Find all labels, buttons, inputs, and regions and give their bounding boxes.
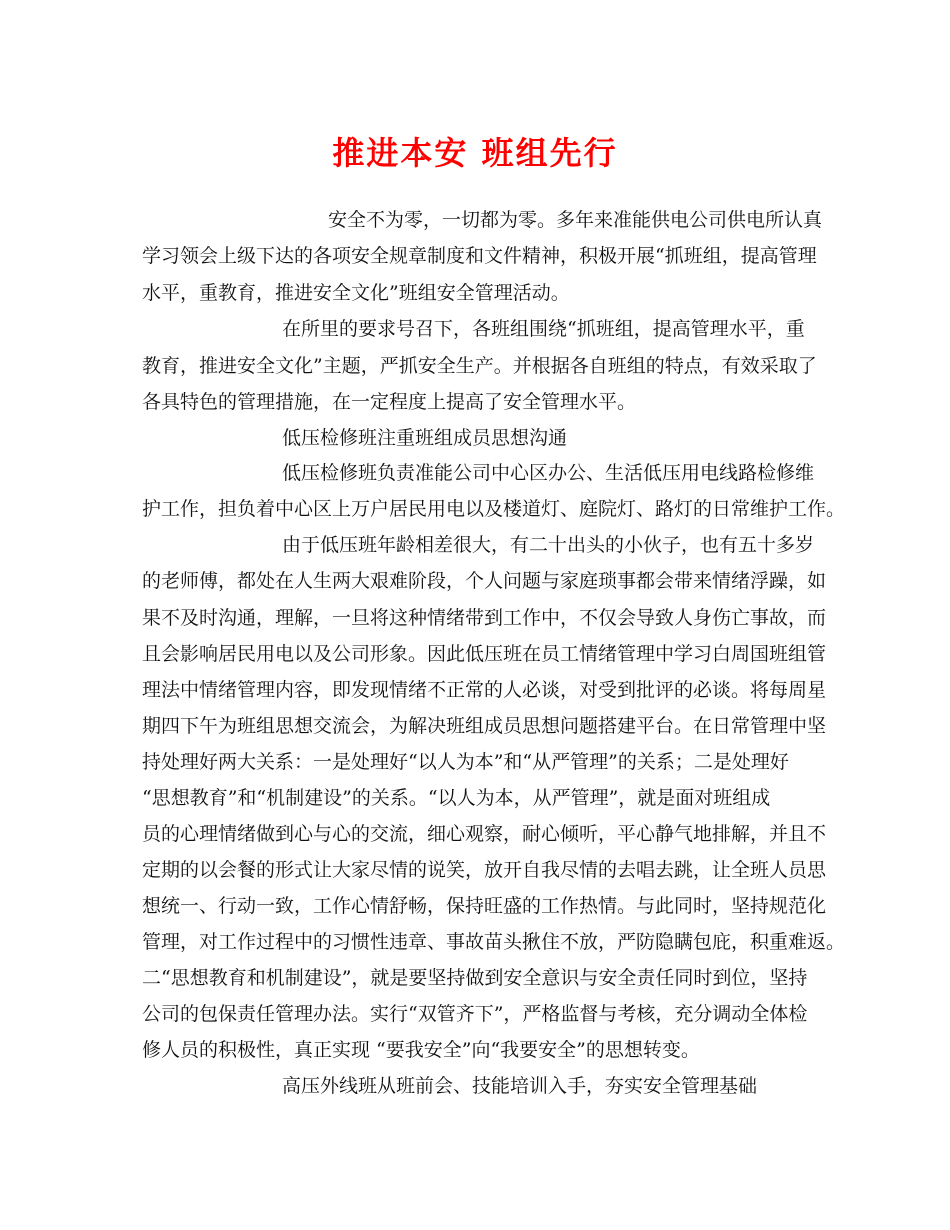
body-line: 期四下午为班组思想交流会，为解决班组成员思想问题搭建平台。在日常管理中坚	[142, 715, 827, 737]
body-line: 修人员的积极性，真正实现 “要我安全”向“我要安全”的思想转变。	[142, 1039, 700, 1061]
body-line: 员的心理情绪做到心与心的交流，细心观察，耐心倾听，平心静气地排解，并且不	[142, 823, 827, 845]
body-line: 果不及时沟通，理解，一旦将这种情绪带到工作中，不仅会导致人身伤亡事故，而	[142, 607, 827, 629]
section-heading: 高压外线班从班前会、技能培训入手，夯实安全管理基础	[282, 1075, 758, 1097]
body-line: 公司的包保责任管理办法。实行“双管齐下”，严格监督与考核，充分调动全体检	[142, 1003, 808, 1025]
body-line: 学习领会上级下达的各项安全规章制度和文件精神，积极开展“抓班组，提高管理	[142, 245, 817, 267]
body-line: “思想教育”和“机制建设”的关系。“以人为本，从严管理”，就是面对班组成	[142, 787, 771, 809]
body-line: 定期的以会餐的形式让大家尽情的说笑，放开自我尽情的去唱去跳，让全班人员思	[142, 859, 827, 881]
body-line: 安全不为零，一切都为零。多年来准能供电公司供电所认真	[328, 209, 823, 231]
body-line: 理法中情绪管理内容，即发现情绪不正常的人必谈，对受到批评的必谈。将每周星	[142, 679, 827, 701]
body-line: 管理，对工作过程中的习惯性违章、事故苗头揪住不放，严防隐瞒包庇，积重难返。	[142, 931, 846, 953]
body-line: 想统一、行动一致，工作心情舒畅，保持旺盛的工作热情。与此同时，坚持规范化	[142, 895, 827, 917]
section-heading: 低压检修班注重班组成员思想沟通	[282, 427, 568, 449]
body-line: 水平，重教育，推进安全文化”班组安全管理活动。	[142, 282, 570, 304]
body-line: 的老师傅，都处在人生两大艰难阶段，个人问题与家庭琐事都会带来情绪浮躁，如	[142, 570, 827, 592]
body-line: 低压检修班负责准能公司中心区办公、生活低压用电线路检修维	[282, 462, 815, 484]
body-line: 教育，推进安全文化”主题，严抓安全生产。并根据各自班组的特点，有效采取了	[142, 355, 817, 377]
body-line: 各具特色的管理措施，在一定程度上提高了安全管理水平。	[142, 391, 637, 413]
body-line: 由于低压班年龄相差很大，有二十出头的小伙子，也有五十多岁	[282, 534, 815, 556]
body-line: 二“思想教育和机制建设”，就是要坚持做到安全意识与安全责任同时到位，坚持	[142, 967, 808, 989]
body-line: 护工作，担负着中心区上万户居民用电以及楼道灯、庭院灯、路灯的日常维护工作。	[142, 498, 846, 520]
body-line: 在所里的要求号召下，各班组围绕“抓班组，提高管理水平，重	[282, 318, 805, 340]
body-line: 且会影响居民用电以及公司形象。因此低压班在员工情绪管理中学习白周国班组管	[142, 643, 827, 665]
body-line: 持处理好两大关系：一是处理好“以人为本”和“从严管理”的关系；二是处理好	[142, 751, 789, 773]
document-title: 推进本安 班组先行	[332, 134, 618, 172]
